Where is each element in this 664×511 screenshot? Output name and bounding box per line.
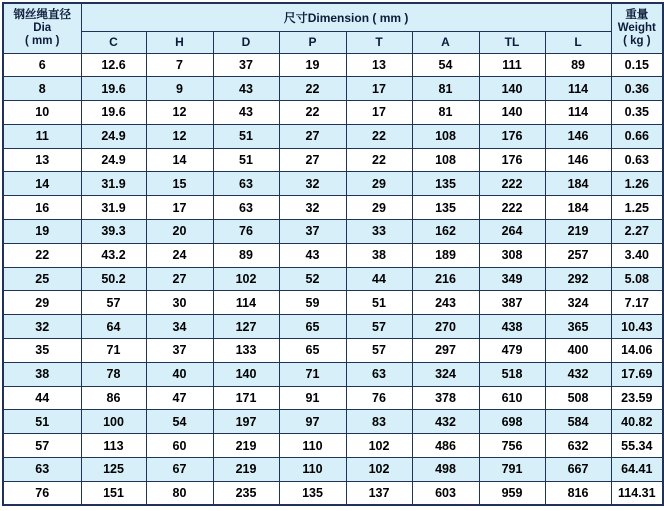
cell-dia: 32 <box>3 315 81 339</box>
cell-a: 297 <box>412 339 479 363</box>
table-row <box>3 291 663 315</box>
cell-d: 197 <box>213 410 279 434</box>
table-body <box>3 53 663 505</box>
cell-d: 76 <box>213 220 279 244</box>
cell-tl: 140 <box>479 77 545 101</box>
cell-dia: 29 <box>3 291 81 315</box>
cell-d: 219 <box>213 458 279 482</box>
cell-c: 19.6 <box>81 77 146 101</box>
cell-tl: 518 <box>479 362 545 386</box>
cell-p: 32 <box>279 196 346 220</box>
cell-d: 235 <box>213 481 279 505</box>
cell-a: 162 <box>412 220 479 244</box>
table-row <box>3 458 663 482</box>
cell-tl: 111 <box>479 53 545 77</box>
table-row <box>3 410 663 434</box>
column-header-t: T <box>346 31 412 53</box>
cell-p: 27 <box>279 124 346 148</box>
cell-h: 40 <box>146 362 213 386</box>
cell-a: 498 <box>412 458 479 482</box>
cell-tl: 222 <box>479 172 545 196</box>
table-row <box>3 148 663 172</box>
cell-p: 59 <box>279 291 346 315</box>
cell-a: 81 <box>412 101 479 125</box>
cell-weight: 17.69 <box>611 362 663 386</box>
cell-weight: 114.31 <box>611 481 663 505</box>
cell-weight: 1.26 <box>611 172 663 196</box>
cell-tl: 176 <box>479 148 545 172</box>
cell-tl: 308 <box>479 243 545 267</box>
cell-dia: 44 <box>3 386 81 410</box>
cell-p: 65 <box>279 315 346 339</box>
cell-tl: 140 <box>479 101 545 125</box>
cell-a: 243 <box>412 291 479 315</box>
cell-t: 76 <box>346 386 412 410</box>
cell-h: 60 <box>146 434 213 458</box>
cell-c: 24.9 <box>81 148 146 172</box>
cell-d: 219 <box>213 434 279 458</box>
cell-l: 365 <box>545 315 611 339</box>
cell-p: 22 <box>279 101 346 125</box>
header-row-top <box>3 3 663 31</box>
cell-h: 15 <box>146 172 213 196</box>
cell-dia: 19 <box>3 220 81 244</box>
cell-t: 22 <box>346 148 412 172</box>
cell-p: 91 <box>279 386 346 410</box>
cell-weight: 14.06 <box>611 339 663 363</box>
dia-header <box>3 3 81 53</box>
cell-c: 113 <box>81 434 146 458</box>
header-row-columns <box>3 31 663 53</box>
cell-h: 27 <box>146 267 213 291</box>
cell-h: 12 <box>146 124 213 148</box>
cell-tl: 479 <box>479 339 545 363</box>
cell-c: 31.9 <box>81 196 146 220</box>
table-row <box>3 77 663 101</box>
cell-l: 508 <box>545 386 611 410</box>
cell-d: 89 <box>213 243 279 267</box>
column-header-d: D <box>213 31 279 53</box>
cell-h: 12 <box>146 101 213 125</box>
cell-h: 30 <box>146 291 213 315</box>
cell-t: 33 <box>346 220 412 244</box>
cell-a: 378 <box>412 386 479 410</box>
cell-l: 292 <box>545 267 611 291</box>
cell-dia: 14 <box>3 172 81 196</box>
cell-t: 57 <box>346 339 412 363</box>
cell-a: 270 <box>412 315 479 339</box>
table-row <box>3 220 663 244</box>
cell-dia: 76 <box>3 481 81 505</box>
cell-weight: 0.66 <box>611 124 663 148</box>
cell-dia: 11 <box>3 124 81 148</box>
cell-weight: 23.59 <box>611 386 663 410</box>
cell-d: 133 <box>213 339 279 363</box>
cell-l: 146 <box>545 124 611 148</box>
table-row <box>3 386 663 410</box>
cell-c: 57 <box>81 291 146 315</box>
spec-table <box>2 2 664 506</box>
cell-weight: 10.43 <box>611 315 663 339</box>
cell-weight: 0.35 <box>611 101 663 125</box>
cell-l: 432 <box>545 362 611 386</box>
cell-t: 63 <box>346 362 412 386</box>
cell-d: 114 <box>213 291 279 315</box>
cell-weight: 0.36 <box>611 77 663 101</box>
cell-p: 43 <box>279 243 346 267</box>
cell-p: 97 <box>279 410 346 434</box>
weight-header-zh: 重量 <box>625 8 649 21</box>
column-header-p: P <box>279 31 346 53</box>
cell-a: 108 <box>412 148 479 172</box>
cell-tl: 176 <box>479 124 545 148</box>
cell-d: 63 <box>213 172 279 196</box>
cell-h: 7 <box>146 53 213 77</box>
cell-h: 24 <box>146 243 213 267</box>
cell-p: 19 <box>279 53 346 77</box>
cell-p: 27 <box>279 148 346 172</box>
cell-dia: 35 <box>3 339 81 363</box>
cell-h: 14 <box>146 148 213 172</box>
cell-l: 667 <box>545 458 611 482</box>
cell-a: 189 <box>412 243 479 267</box>
weight-header-unit: ( kg ) <box>623 34 651 47</box>
cell-dia: 38 <box>3 362 81 386</box>
cell-l: 146 <box>545 148 611 172</box>
cell-l: 184 <box>545 172 611 196</box>
cell-c: 39.3 <box>81 220 146 244</box>
cell-c: 86 <box>81 386 146 410</box>
cell-t: 57 <box>346 315 412 339</box>
cell-dia: 6 <box>3 53 81 77</box>
cell-dia: 10 <box>3 101 81 125</box>
column-header-c: C <box>81 31 146 53</box>
cell-t: 102 <box>346 434 412 458</box>
cell-weight: 1.25 <box>611 196 663 220</box>
cell-tl: 791 <box>479 458 545 482</box>
cell-l: 114 <box>545 77 611 101</box>
cell-weight: 0.63 <box>611 148 663 172</box>
cell-h: 34 <box>146 315 213 339</box>
cell-c: 24.9 <box>81 124 146 148</box>
weight-header <box>611 3 663 53</box>
cell-dia: 16 <box>3 196 81 220</box>
column-header-a: A <box>412 31 479 53</box>
cell-weight: 0.15 <box>611 53 663 77</box>
table-row <box>3 362 663 386</box>
cell-weight: 40.82 <box>611 410 663 434</box>
cell-t: 83 <box>346 410 412 434</box>
cell-weight: 3.40 <box>611 243 663 267</box>
cell-l: 89 <box>545 53 611 77</box>
cell-dia: 13 <box>3 148 81 172</box>
cell-p: 65 <box>279 339 346 363</box>
cell-tl: 959 <box>479 481 545 505</box>
cell-d: 51 <box>213 148 279 172</box>
cell-tl: 349 <box>479 267 545 291</box>
table-row <box>3 172 663 196</box>
cell-l: 219 <box>545 220 611 244</box>
cell-p: 52 <box>279 267 346 291</box>
cell-c: 50.2 <box>81 267 146 291</box>
cell-a: 81 <box>412 77 479 101</box>
cell-t: 44 <box>346 267 412 291</box>
cell-a: 135 <box>412 172 479 196</box>
cell-tl: 698 <box>479 410 545 434</box>
cell-d: 127 <box>213 315 279 339</box>
cell-t: 17 <box>346 77 412 101</box>
cell-t: 17 <box>346 101 412 125</box>
cell-a: 108 <box>412 124 479 148</box>
cell-t: 38 <box>346 243 412 267</box>
weight-header-en: Weight <box>617 21 656 34</box>
cell-t: 102 <box>346 458 412 482</box>
cell-h: 67 <box>146 458 213 482</box>
cell-p: 135 <box>279 481 346 505</box>
cell-a: 135 <box>412 196 479 220</box>
cell-dia: 57 <box>3 434 81 458</box>
dimension-header: 尺寸Dimension ( mm ) <box>81 3 611 31</box>
cell-a: 432 <box>412 410 479 434</box>
cell-c: 19.6 <box>81 101 146 125</box>
cell-tl: 756 <box>479 434 545 458</box>
column-header-tl: TL <box>479 31 545 53</box>
table-row <box>3 315 663 339</box>
cell-h: 54 <box>146 410 213 434</box>
cell-tl: 264 <box>479 220 545 244</box>
cell-t: 13 <box>346 53 412 77</box>
cell-l: 400 <box>545 339 611 363</box>
cell-a: 603 <box>412 481 479 505</box>
cell-c: 12.6 <box>81 53 146 77</box>
column-header-h: H <box>146 31 213 53</box>
cell-l: 816 <box>545 481 611 505</box>
cell-h: 37 <box>146 339 213 363</box>
cell-c: 64 <box>81 315 146 339</box>
cell-weight: 7.17 <box>611 291 663 315</box>
cell-d: 43 <box>213 101 279 125</box>
cell-a: 54 <box>412 53 479 77</box>
dia-header-zh: 钢丝绳直径 <box>13 8 71 21</box>
cell-tl: 222 <box>479 196 545 220</box>
cell-l: 257 <box>545 243 611 267</box>
table-row <box>3 267 663 291</box>
cell-weight: 5.08 <box>611 267 663 291</box>
cell-l: 632 <box>545 434 611 458</box>
cell-c: 31.9 <box>81 172 146 196</box>
cell-c: 151 <box>81 481 146 505</box>
cell-p: 110 <box>279 434 346 458</box>
cell-c: 125 <box>81 458 146 482</box>
cell-weight: 64.41 <box>611 458 663 482</box>
cell-c: 43.2 <box>81 243 146 267</box>
cell-l: 324 <box>545 291 611 315</box>
cell-d: 37 <box>213 53 279 77</box>
cell-d: 140 <box>213 362 279 386</box>
cell-h: 20 <box>146 220 213 244</box>
table-row <box>3 434 663 458</box>
table-row <box>3 243 663 267</box>
cell-tl: 610 <box>479 386 545 410</box>
cell-d: 102 <box>213 267 279 291</box>
cell-d: 171 <box>213 386 279 410</box>
table-row <box>3 196 663 220</box>
cell-a: 216 <box>412 267 479 291</box>
table-row <box>3 101 663 125</box>
table-row <box>3 53 663 77</box>
cell-weight: 55.34 <box>611 434 663 458</box>
cell-a: 486 <box>412 434 479 458</box>
cell-t: 137 <box>346 481 412 505</box>
table-row <box>3 339 663 363</box>
cell-l: 184 <box>545 196 611 220</box>
cell-d: 51 <box>213 124 279 148</box>
dia-header-unit: ( mm ) <box>25 34 60 47</box>
cell-h: 80 <box>146 481 213 505</box>
cell-c: 100 <box>81 410 146 434</box>
cell-p: 71 <box>279 362 346 386</box>
cell-p: 37 <box>279 220 346 244</box>
cell-t: 29 <box>346 196 412 220</box>
cell-d: 63 <box>213 196 279 220</box>
cell-tl: 438 <box>479 315 545 339</box>
cell-t: 29 <box>346 172 412 196</box>
cell-h: 17 <box>146 196 213 220</box>
cell-h: 47 <box>146 386 213 410</box>
cell-p: 110 <box>279 458 346 482</box>
cell-d: 43 <box>213 77 279 101</box>
cell-t: 22 <box>346 124 412 148</box>
table-row <box>3 481 663 505</box>
cell-l: 114 <box>545 101 611 125</box>
cell-p: 32 <box>279 172 346 196</box>
cell-dia: 22 <box>3 243 81 267</box>
cell-dia: 51 <box>3 410 81 434</box>
cell-t: 51 <box>346 291 412 315</box>
cell-p: 22 <box>279 77 346 101</box>
table-row <box>3 124 663 148</box>
table-header <box>3 3 663 53</box>
cell-dia: 25 <box>3 267 81 291</box>
column-header-l: L <box>545 31 611 53</box>
cell-tl: 387 <box>479 291 545 315</box>
cell-c: 71 <box>81 339 146 363</box>
cell-weight: 2.27 <box>611 220 663 244</box>
cell-a: 324 <box>412 362 479 386</box>
dia-header-en: Dia <box>33 21 52 34</box>
cell-h: 9 <box>146 77 213 101</box>
cell-dia: 8 <box>3 77 81 101</box>
cell-c: 78 <box>81 362 146 386</box>
cell-dia: 63 <box>3 458 81 482</box>
cell-l: 584 <box>545 410 611 434</box>
